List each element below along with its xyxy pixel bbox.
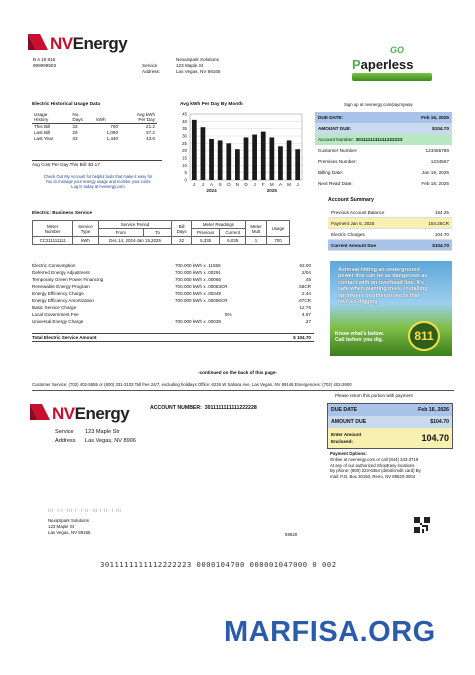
summary-row: Current Amount Due $104.70: [328, 240, 452, 251]
chart-bar: [218, 140, 223, 180]
list-item: Energy Efficiency Amortization 700.000 kWh x .00096CR .67CR: [32, 298, 311, 303]
list-item: Temporary Green Power Financing 700.000 kWh x .00065 .45: [32, 277, 311, 282]
chart-bar: [252, 135, 257, 180]
bill-info-box: [315, 112, 452, 189]
chart-bar: [278, 146, 283, 180]
continued-note: -continued on the back of this page-: [198, 370, 277, 375]
chart-x-tick-label: J: [193, 182, 196, 187]
next-read-row: Next Read Date: Feb 18, 2025: [318, 181, 449, 186]
nvenergy-wordmark: NVEnergy: [50, 34, 128, 53]
payment-options: Payment Options: Online at nvenergy.com or call (844) 343-3719 At any of our authorized ShopEasy locations By phone: (800) 223-6354 (debit/credit card) By mail: P.O. Box 30150, Reno, NV 89520-3004: [330, 451, 421, 480]
billing-date-row: Billing Date: Jan 19, 2025: [318, 170, 449, 175]
total-row: Total Electric Service Amount $ 104.70: [32, 333, 314, 342]
charges-list: [32, 262, 314, 342]
chart-x-tick-label: M: [269, 182, 274, 187]
chart-y-tick-label: 0: [184, 177, 187, 183]
amount-enclosed-field[interactable]: Enter Amount Enclosed: 104.70: [328, 428, 452, 448]
paperless-signup: Sign up at nvenergy.com/paymyway: [344, 102, 413, 107]
chart-y-tick-label: 30: [182, 133, 187, 139]
chart-bar: [209, 139, 214, 180]
nvenergy-logo: [28, 32, 128, 54]
chart-bar: [226, 143, 231, 180]
service-address-block: NexaSpark Solutions Service 123 Maple St Address: Las Vegas, NV 89165: [142, 57, 221, 74]
amount-due-row: AMOUNT DUE: $104.70: [315, 123, 452, 134]
stub-amount-due: AMOUNT DUE $104.70: [328, 416, 452, 428]
chart-y-tick-label: 45: [182, 111, 187, 117]
stub-nvenergy-logo: [30, 402, 140, 424]
mail-zip: 59520: [285, 532, 298, 537]
chart-y-tick-label: 40: [182, 118, 187, 124]
due-date-row: DUE DATE: Feb 16, 2025: [315, 112, 452, 123]
table-row: Last Bill 29 1,080 37.2: [34, 129, 155, 135]
811-badge-icon: 811: [408, 321, 440, 351]
chart-title: Avg kWh Per Day By Month: [180, 102, 243, 107]
chart-x-tick-label: D: [244, 182, 248, 187]
usage-title: Electric Historical Usage Data: [32, 102, 100, 107]
tear-line: [32, 390, 454, 391]
meter-table: Meter Number Service Type Service Period Bill Days Meter Readings Meter Mult Usage From To Previous Current CC211111111 kWh Dec 14, 2024-Jan 15,2025 32 5,335 6,035 1 700: [32, 220, 290, 245]
chart-bar: [244, 137, 249, 180]
chart-x-tick-label: N: [235, 182, 240, 187]
stub-due-box: [327, 403, 453, 449]
customer-id-block: B A 15 816 999999503: [33, 57, 56, 68]
customer-service-line: Customer Service: (702) 402-5555 or (800) 331-3103 Toll free 24/7, excluding holidays Office: 6226 W Sahara Ave, Las Vegas, NV 89146 Emergencies: (702) 402-2900: [32, 382, 352, 387]
list-item: Deferred Energy Adjustment 700.000 kWh x .00291 2/04: [32, 270, 311, 275]
chart-x-tick-label: M: [287, 182, 291, 187]
nvenergy-wordmark: NVEnergy: [52, 404, 130, 423]
grass-graphic: [352, 73, 432, 81]
nvenergy-logo-mark-icon: [30, 402, 52, 422]
chart-y-tick-label: 25: [182, 140, 187, 146]
stub-service-address: Service 123 Maple Str Address Las Vegas, NV 8906: [55, 429, 137, 444]
summary-row: Payment Jan 5, 2025 154.25CR: [328, 218, 452, 229]
chart-bar: [192, 120, 197, 180]
chart-year-label: 2024: [206, 188, 217, 193]
list-item: Energy Efficiency Charge 700.000 kWh x .00349 2.44: [32, 291, 311, 296]
watermark: MARFISA.ORG: [224, 616, 436, 648]
stub-account-number: ACCOUNT NUMBER: 3011111111111222228: [150, 405, 257, 411]
summary-row: Electric Charges 104.70: [328, 229, 452, 240]
list-item: Electric Consumption 700.000 kWh x .11555 53.00: [32, 263, 311, 268]
chart-bar: [235, 149, 240, 180]
chart-year-label: 2025: [266, 188, 277, 193]
chart-y-tick-label: 5: [184, 170, 187, 176]
nvenergy-logo-mark-icon: [28, 32, 50, 52]
summary-row: Previous Account Balance 154.25: [328, 207, 452, 218]
chart-x-tick-label: J: [296, 182, 299, 187]
go-paperless-logo: GO Paperless: [352, 45, 432, 83]
chart-bar: [201, 127, 206, 180]
list-item: Renewable Energy Program 700.000 kWh x .00083CR .58CR: [32, 284, 311, 289]
chart-y-tick-label: 20: [182, 148, 187, 154]
chart-x-tick-label: A: [278, 182, 283, 187]
chart-y-tick-label: 15: [182, 155, 187, 161]
chart-x-tick-label: O: [226, 182, 231, 187]
table-row: This Bill 33 700 21.2: [34, 123, 155, 129]
chart-bar: [287, 140, 292, 180]
chart-y-tick-label: 35: [182, 126, 187, 132]
chart-bar: [269, 137, 274, 180]
ocr-scan-line: 3011111111112222223 0000104700 000001047000 0 002: [100, 560, 337, 569]
account-number-row: Account Number: 3011111111111222223: [315, 134, 452, 145]
premises-number-row: Premises Number: 1234567: [318, 159, 449, 164]
chart-bar: [295, 149, 300, 180]
chart-bar: [261, 132, 266, 180]
chart-x-tick-label: A: [209, 182, 214, 187]
usage-bar-chart: [170, 110, 310, 202]
qr-code-icon: [414, 517, 430, 533]
account-summary: [328, 197, 452, 251]
usage-table: Usage No. Avg kWh History Days kWh Per Day This Bill 33 700 21.2 Last Bill 29 1,080 37.2 Last Year 33 1,440 43.6: [34, 111, 155, 141]
call-811-ad: Ashoval hitting an underground power line can be as dangerous as contact with an overhead line. It's safe when planting trees, installing sprinklers or other projects that involve digging. Know what's below. Call before you dig. 811: [330, 261, 452, 356]
stub-due-date: DUE DATE Feb 16, 2026: [328, 404, 452, 416]
list-item: Universal Energy Charge 700.000 kWh x .00039 .27: [32, 319, 311, 324]
chart-x-tick-label: J: [253, 182, 256, 187]
return-note: Please return this portion with payment: [335, 393, 413, 398]
meter-title: Electric: Business Service: [32, 211, 92, 216]
account-summary-title: Account Summary: [328, 197, 374, 203]
my-account-promo: Check Out My Account for helpful tools that make it easy for You to manage your energy usage and monitor your costs Log in today at nvenergy.com: [43, 174, 153, 190]
chart-x-tick-label: J: [201, 182, 205, 187]
chart-y-tick-label: 10: [182, 162, 187, 168]
table-row: Last Year 33 1,440 43.6: [34, 135, 155, 141]
customer-number-row: Customer Number: 123456789: [318, 148, 449, 153]
postal-barcode: |||..|.|..|||.|..|.||..|||.|.||..|.|||: [48, 508, 122, 512]
list-item: Basic Service Charge 12.75: [32, 305, 311, 310]
list-item: Local Government Fee 5% 4.97: [32, 312, 311, 317]
chart-x-tick-label: S: [218, 182, 222, 187]
table-row: CC211111111 kWh Dec 14, 2024-Jan 15,2025 32 5,335 6,035 1 700: [33, 237, 290, 245]
mailing-address: NexaSpark Solutions 123 Maple St Las Vegas, NV 89165: [48, 518, 91, 535]
chart-x-tick-label: F: [261, 182, 265, 187]
avg-cost: Avg Cost Per Day This Bill: $3.17: [32, 160, 162, 167]
